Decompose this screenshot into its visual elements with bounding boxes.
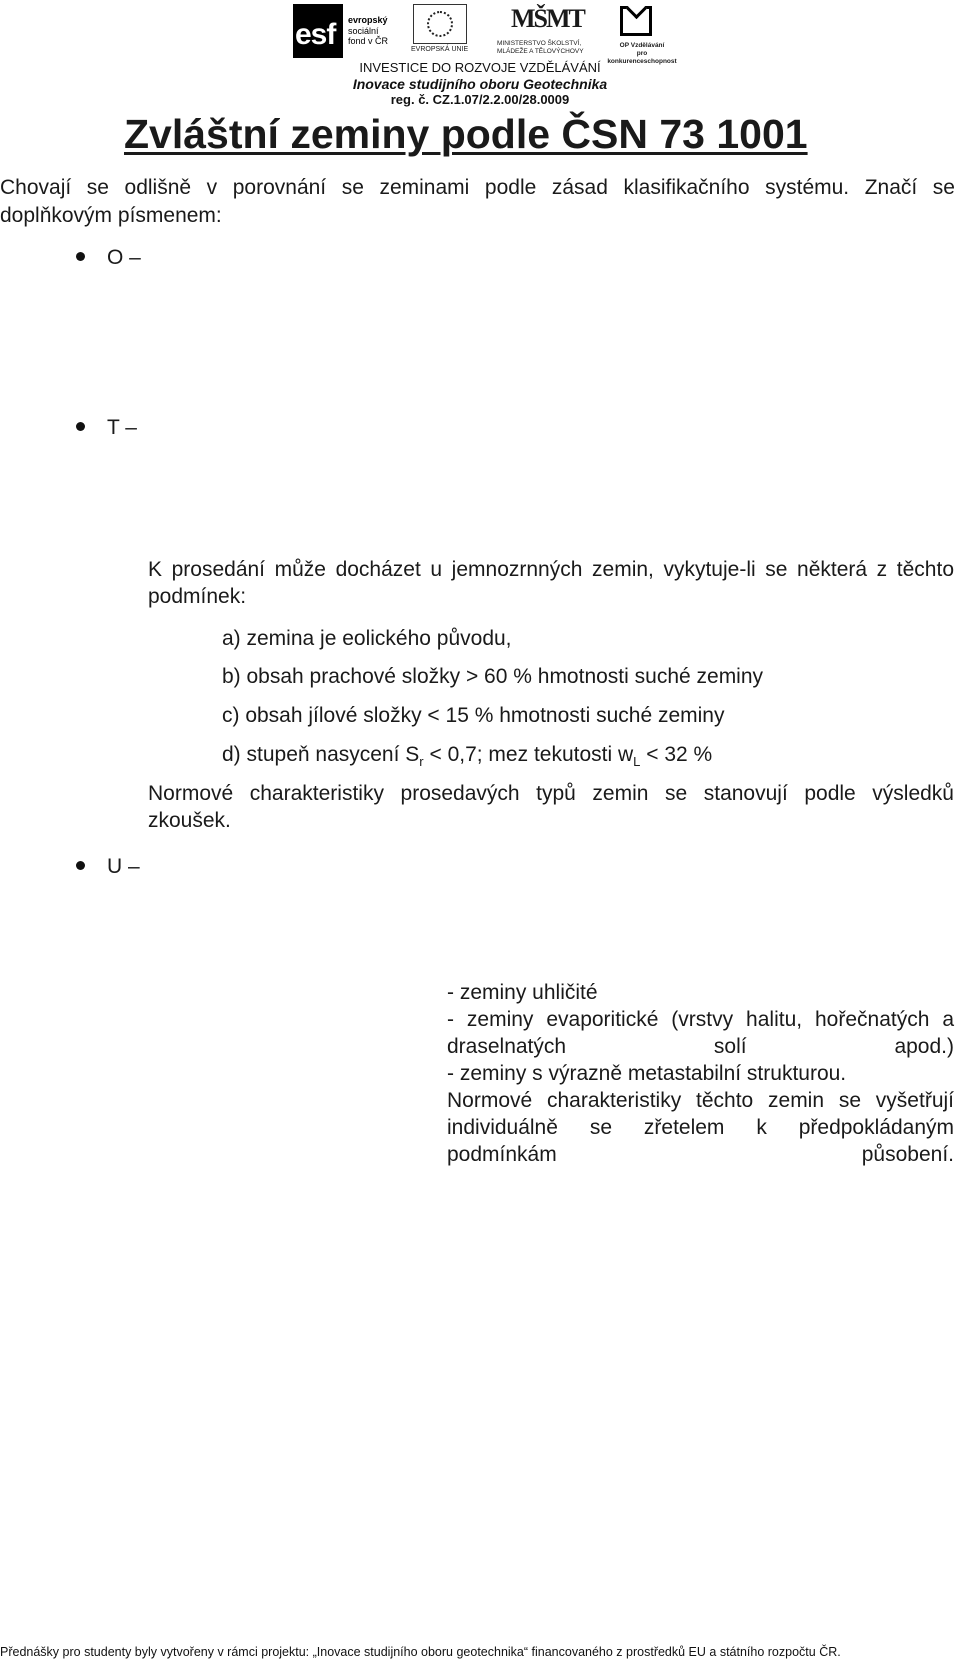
t-condition-d-sub1: r (419, 754, 424, 769)
u-item-carbonate: - zeminy uhličité (447, 981, 598, 1004)
eu-logo (411, 4, 469, 58)
page-footer: Přednášky pro studenty byly vytvořeny v rámci projektu: „Inovace studijního oboru geotechnika“ financovaného z prostředků EU a státního rozpočtu ČR. (0, 1645, 841, 1659)
t-condition-b: b) obsah prachové složky > 60 % hmotnosti suché zeminy (222, 665, 764, 688)
esf-logo-line1: evropský (348, 15, 388, 25)
bullet-t-label: T – (107, 416, 137, 439)
project-info (0, 60, 960, 108)
project-line3: reg. č. CZ.1.07/2.2.00/28.0009 (390, 92, 570, 107)
t-condition-d-part2: < 0,7; mez tekutosti w (423, 743, 634, 766)
t-condition-d (222, 743, 712, 767)
t-condition-d-part3: < 32 % (640, 743, 713, 766)
op-logo-line2: pro konkurenceschopnost (607, 50, 677, 65)
op-logo-line1: OP Vzdělávání (619, 42, 665, 49)
esf-logo-mark: esf (295, 18, 336, 51)
msmt-logo-caption (497, 40, 584, 56)
u-note-text: Normové charakteristiky těchto zemin se vyšetřují individuálně se zřetelem k předpokládaným podmínkám působení. (447, 1089, 954, 1166)
bullet-t (76, 414, 137, 442)
bullet-u-label: U – (107, 855, 140, 878)
esf-logo-line3: fond v ČR (348, 36, 389, 46)
u-item-metastable: - zeminy s výrazně metastabilní strukturou. (447, 1062, 847, 1085)
esf-logo-line2: sociální (348, 26, 379, 36)
msmt-logo-line1: MINISTERSTVO ŠKOLSTVÍ, (497, 40, 582, 47)
u-item-evaporite: - zeminy evaporitické (vrstvy halitu, hořečnatých a draselnatých solí apod.) (447, 1008, 954, 1058)
esf-logo-block (293, 4, 343, 58)
t-condition-c: c) obsah jílové složky < 15 % hmotnosti suché zeminy (222, 704, 725, 727)
t-note-text: Normové charakteristiky prosedavých typů zemin se stanovují podle výsledků zkoušek. (148, 782, 954, 832)
msmt-logo-line2: MLÁDEŽE A TĚLOVÝCHOVY (497, 48, 584, 55)
msmt-logo-mark: MŠMT (511, 4, 584, 33)
t-lead-text: K prosedání může docházet u jemnozrnných zemin, vykytuje-li se některá z těchto podmínek: (148, 558, 954, 608)
esf-logo (293, 4, 405, 58)
bullet-o (76, 244, 141, 272)
op-logo-icon (620, 6, 652, 36)
eu-stars-icon (427, 11, 453, 37)
t-condition-a: a) zemina je eolického původu, (222, 627, 512, 650)
t-condition-d-sub2: L (633, 754, 641, 769)
bullet-dot-icon (76, 861, 85, 870)
bullet-dot-icon (76, 422, 85, 431)
header-logos (293, 4, 693, 65)
intro-text: Chovají se odlišně v porovnání se zeminami podle zásad klasifikačního systému. Značí se doplňkovým písmenem: (0, 176, 955, 227)
bullet-o-label: O – (107, 246, 141, 269)
project-line2: Inovace studijního oboru Geotechnika (352, 76, 608, 92)
page-title: Zvláštní zeminy podle ČSN 73 1001 (124, 111, 808, 157)
bullet-dot-icon (76, 252, 85, 261)
op-logo (598, 4, 688, 65)
bullet-u (76, 853, 140, 881)
msmt-logo (497, 4, 587, 58)
eu-logo-caption: EVROPSKÁ UNIE (411, 46, 469, 53)
project-line1: INVESTICE DO ROZVOJE VZDĚLÁVÁNÍ (359, 60, 601, 75)
u-section (447, 979, 954, 1168)
t-condition-d-part1: d) stupeň nasycení S (222, 743, 420, 766)
eu-flag-icon (413, 4, 467, 44)
